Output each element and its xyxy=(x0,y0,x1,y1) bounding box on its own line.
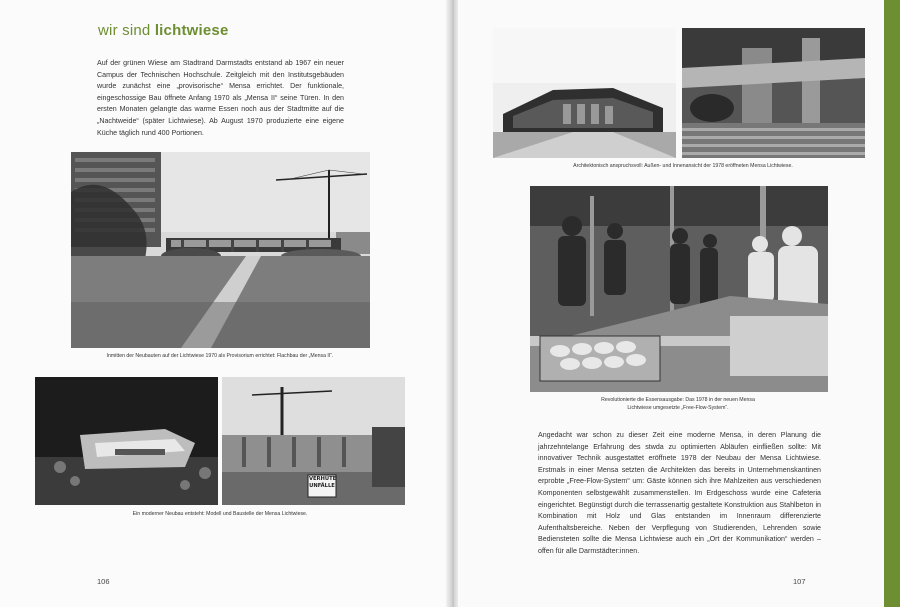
caption-photo-1: Inmitten der Neubauten auf der Lichtwiese 1970 als Provisorium errichtet: Flachbau der „Mensa II“. xyxy=(106,353,334,359)
page-number-left: 106 xyxy=(97,577,110,586)
photo-architecture-model xyxy=(35,377,218,505)
right-page xyxy=(458,0,884,607)
main-paragraph: Angedacht war schon zu dieser Zeit eine moderne Mensa, in deren Planung die jahrzehntelange Erfahrung des stwda zu optimierten Abläufen einfließen sollte: Mit innovativer Technik ausgestattet eröffnete 1978 der Neubau der Mensa Lichtwiese. Erstmals in einer Mensa setzten die Architekten das bereits in Unternehmenskantinen erprobte „Free-Flow-System“ um: Gäste können sich ihre Mahlzeiten aus verschiedenen Komponenten selbstgewählt zusammenstellen. Im Erdgeschoss wurde eine Cafeteria eingerichtet. Begünstigt durch die terrassenartig gestaltete Konstruktion aus Stahlbeton in Kombination mit Holz und Glas entstanden im Innenraum differenzierte Aufenthaltsbereiche. Neben der Verpflegung von Studierenden, Lehrenden sowie Bediensteten sollte die Mensa Lichtwiese auch ein „Ort der Kommunikation“ werden – offen für alle Darmstädter:innen. xyxy=(538,431,821,555)
photo-free-flow-system xyxy=(530,186,828,392)
page-number-right: 107 xyxy=(793,577,806,586)
photo-mensa-ii-flat-building xyxy=(71,152,370,348)
photo-construction-site xyxy=(222,377,405,505)
photo-mensa-exterior xyxy=(493,28,676,158)
left-page xyxy=(0,0,449,607)
caption-free-flow: Revolutionierte die Essensausgabe: Das 1978 in der neuen Mensa Lichtwiese umgesetzte „Free-Flow-System“. xyxy=(601,397,755,411)
caption-photo-2-3: Ein moderner Neubau entsteht: Modell und Baustelle der Mensa Lichtwiese. xyxy=(132,511,308,517)
accent-edge-bar xyxy=(884,0,900,607)
caption-top-photos: Architektonisch anspruchsvoll: Außen- und Innenansicht der 1978 eröffneten Mensa Lichtwiese. xyxy=(573,163,793,169)
page-heading: wir sind lichtwiese xyxy=(98,22,229,39)
photo-mensa-interior xyxy=(682,28,865,158)
intro-paragraph: Auf der grünen Wiese am Stadtrand Darmstadts entstand ab 1967 ein neuer Campus der Technischen Hochschule. Zeitgleich mit den Institutsgebäuden wurde zunächst eine „provisorische“ Mensa errichtet. Der funktionale, eingeschossige Bau öffnete Anfang 1970 als „Mensa II“ seine Türen. In den ersten Monaten gelangte das warme Essen noch aus der Stadtmitte auf die „Nachtweide“ (später Lichtwiese). Ab August 1970 produzierte eine eigene Küche täglich rund 400 Portionen. xyxy=(97,59,344,137)
warning-sign-text: VERHÜTE UNFÄLLE xyxy=(309,476,337,489)
